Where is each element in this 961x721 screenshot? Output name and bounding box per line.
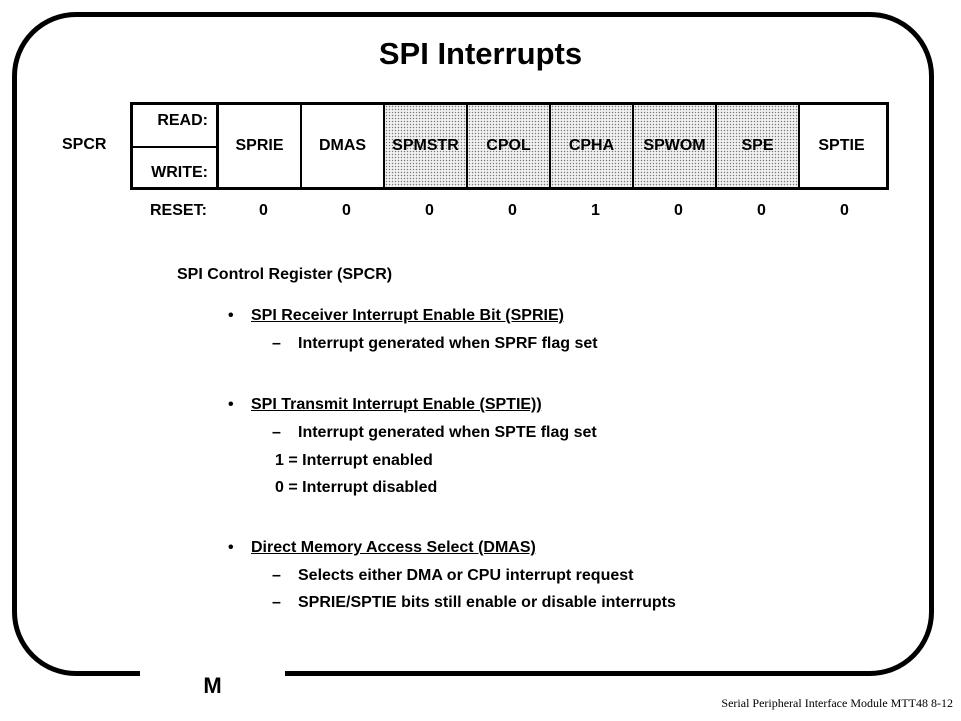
reset-value: 0	[508, 202, 517, 219]
reset-value: 0	[757, 202, 766, 219]
reset-value: 0	[259, 202, 268, 219]
read-write-divider	[133, 146, 216, 148]
dash-symbol: –	[272, 335, 281, 352]
reset-value: 0	[342, 202, 351, 219]
bullet-symbol: •	[228, 307, 234, 324]
bit-cpol: CPOL	[468, 105, 551, 187]
slide-footer: Serial Peripheral Interface Module MTT48 8-12	[721, 696, 953, 710]
reset-value: 0	[674, 202, 683, 219]
sub-item: Interrupt generated when SPTE flag set	[298, 424, 597, 441]
reset-value: 0	[840, 202, 849, 219]
note-line: 1 = Interrupt enabled	[275, 452, 433, 469]
reset-value: 1	[591, 202, 600, 219]
slide-title: SPI Interrupts	[378, 36, 583, 71]
register-diagram	[130, 102, 889, 190]
read-write-cell	[133, 105, 219, 187]
reset-value: 0	[425, 202, 434, 219]
motorola-logo: M	[203, 673, 222, 698]
bit-spwom: SPWOM	[634, 105, 717, 187]
reset-values	[222, 202, 886, 220]
bullet-symbol: •	[228, 396, 234, 413]
write-label: WRITE:	[151, 164, 208, 181]
sub-item: SPRIE/SPTIE bits still enable or disable interrupts	[298, 594, 676, 611]
bullet-dmas: Direct Memory Access Select (DMAS)	[251, 539, 536, 556]
sub-item: Interrupt generated when SPRF flag set	[298, 335, 598, 352]
reset-label: RESET:	[150, 202, 207, 219]
dash-symbol: –	[272, 594, 281, 611]
bit-dmas: DMAS	[302, 105, 385, 187]
bit-spe: SPE	[717, 105, 800, 187]
sub-item: Selects either DMA or CPU interrupt request	[298, 567, 634, 584]
dash-symbol: –	[272, 567, 281, 584]
bullet-symbol: •	[228, 539, 234, 556]
note-line: 0 = Interrupt disabled	[275, 479, 438, 496]
bullet-sptie: SPI Transmit Interrupt Enable (SPTIE))	[251, 396, 542, 413]
register-name: SPCR	[62, 136, 107, 153]
bit-sptie: SPTIE	[818, 137, 865, 154]
bit-spmstr: SPMSTR	[385, 105, 468, 187]
bit-cpha: CPHA	[551, 105, 634, 187]
dash-symbol: –	[272, 424, 281, 441]
bullet-sprie: SPI Receiver Interrupt Enable Bit (SPRIE)	[251, 307, 564, 324]
bit-sprie: SPRIE	[219, 105, 302, 187]
read-label: READ:	[157, 112, 208, 129]
section-heading: SPI Control Register (SPCR)	[177, 266, 393, 283]
